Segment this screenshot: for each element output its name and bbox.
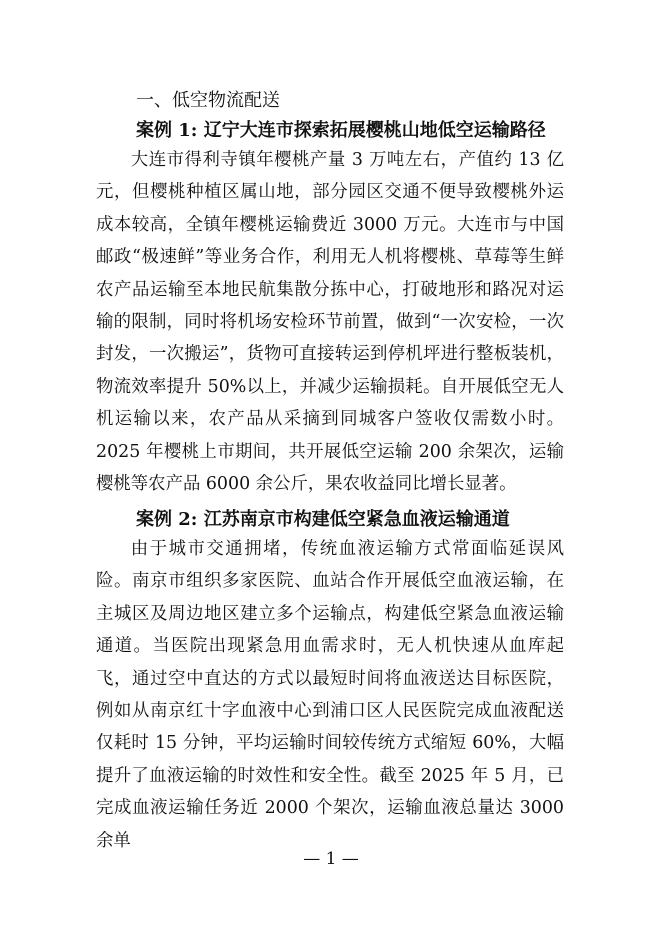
case-1-body: 大连市得利寺镇年樱桃产量 3 万吨左右，产值约 13 亿元，但樱桃种植区属山地，部分园区交通不便导致樱桃外运成本较高，全镇年樱桃运输费近 3000 万元。大连市与中国邮政“极速鲜”等业务合作，利用无人机将樱桃、草莓等生鲜农产品运输至本地民航集散分拣中心，打破地形和路况对运输的限制，同时将机场安检环节前置，做到“一次安检，一次封发，一次搬运”，货物可直接转运到停机坪进行整板装机，物流效率提升 50%以上，并减少运输损耗。自开展低空无人机运输以来，农产品从采摘到同城客户签收仅需数小时。2025 年樱桃上市期间，共开展低空运输 200 余架次，运输樱桃等农产品 6000 余公斤，果农收益同比增长显著。 (96, 150, 564, 495)
case-2-body: 由于城市交通拥堵，传统血液运输方式常面临延误风险。南京市组织多家医院、血站合作开展低空血液运输，在主城区及周边地区建立多个运输点，构建低空紧急血液运输通道。当医院出现紧急用血需求时，无人机快速从血库起飞，通过空中直达的方式以最短时间将血液送达目标医院，例如从南京红十字血液中心到浦口区人民医院完成血液配送仅耗时 15 分钟，平均运输时间较传统方式缩短 60%，大幅提升了血液运输的时效性和安全性。截至 2025 年 5 月，已完成血液运输任务近 2000 个架次，运输血液总量达 3000 余单 (96, 539, 564, 851)
case-1-title: 案例 1: 辽宁大连市探索拓展樱桃山地低空运输路径 (136, 120, 546, 141)
section-heading: 一、低空物流配送 (136, 90, 280, 111)
case-2-title: 案例 2: 江苏南京市构建低空紧急血液运输通道 (136, 509, 510, 530)
page-number: — 1 — (303, 849, 359, 869)
